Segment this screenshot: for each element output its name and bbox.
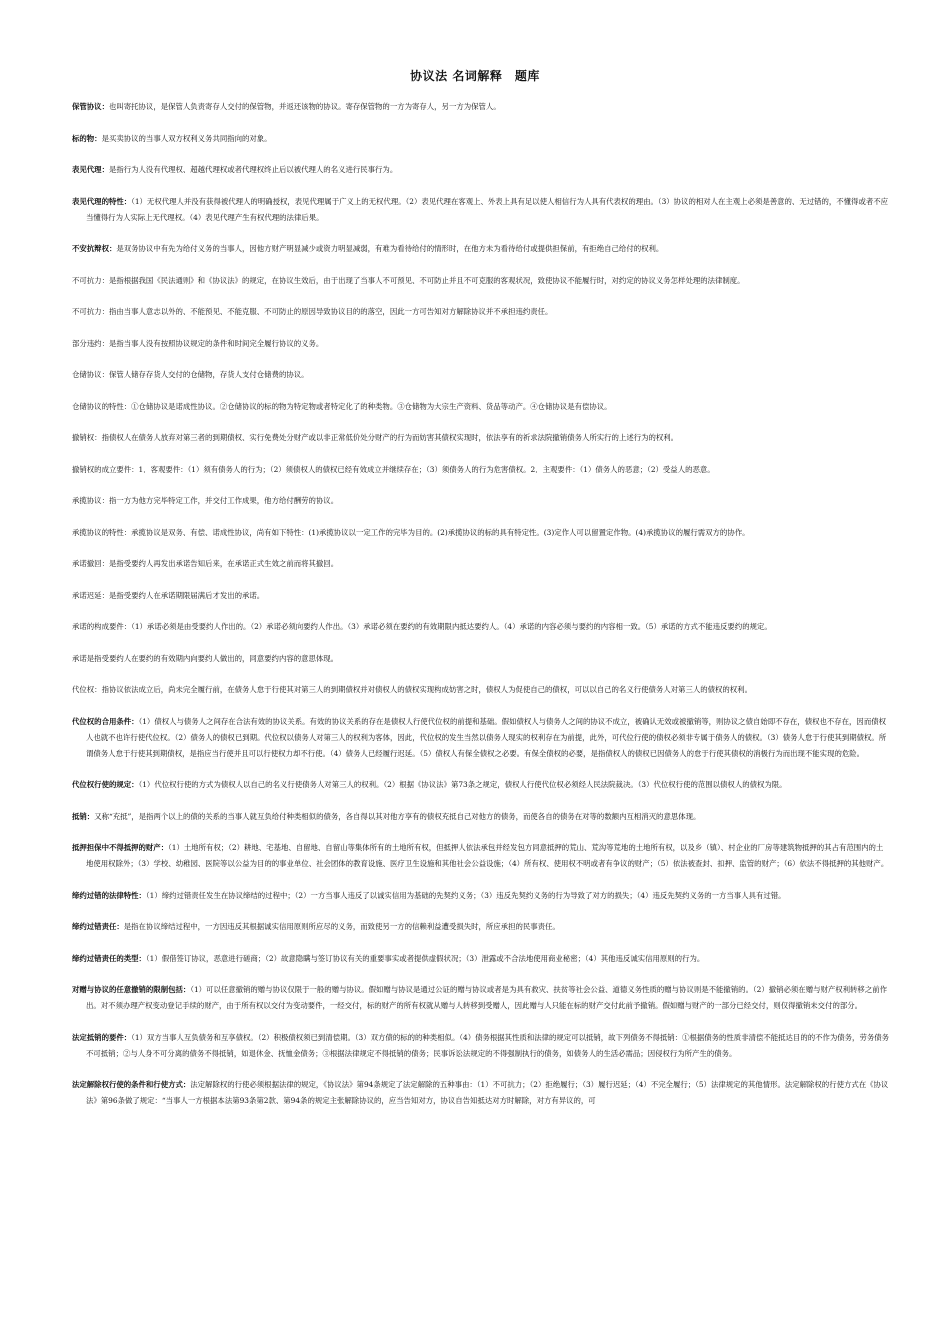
- definition-entry: [72, 493, 890, 509]
- definition-entry: [72, 556, 890, 572]
- definition-entry: [72, 588, 890, 604]
- definition-entry: [72, 1030, 890, 1062]
- definition-entry: [72, 714, 890, 762]
- entry-definition: 是指受要约人再发出承诺告知后来，在承诺正式生效之前而将其撤回。: [108, 559, 339, 568]
- entry-definition: 指债权人在债务人放弃对第三者的到期债权、实行免费处分财产或以非正常低价处分财产的行为而妨害其债权实现时，依法享有的祈求法院撤销债务人所实行的上述行为的权利。: [101, 433, 679, 442]
- entry-list: [72, 99, 890, 1125]
- entry-term: 撤销权：: [72, 433, 102, 442]
- definition-entry: [72, 809, 890, 825]
- entry-term: 表见代理的特性：: [72, 196, 132, 206]
- entry-definition: 保管人储存存货人交付的仓储物，存货人支付仓储费的协议。: [108, 370, 309, 379]
- entry-definition: （1）可以任意撤销的赠与协议仅限于一般的赠与协议。假如赠与协议是通过公证的赠与协议或者是为具有救灾、扶贫等社会公益、道德义务性质的赠与协议则是不能撤销的。（2）撤销必须在赠与财产权利转移之前作出。对不须办理产权变动登记手续的财产，由于所有权以交付为变动要件，一经交付，标的财产的所有权就从赠与人转移到受赠人，因此赠与人只能在标的财产交付此前予撤销。假如赠与财产的一部分已经交付，则仅得撤销未交付的部分。: [86, 985, 887, 1010]
- entry-definition: （1）土地所有权；（2）耕地、宅基地、自留地、自留山等集体所有的土地所有权，但抵押人依法承包并经发包方同意抵押的荒山、荒沟等荒地的土地所有权，以及乡（镇）、村企业的厂房等建筑物抵押的其占有范围内的土地使用权除外；（3）学校、幼稚园、医院等以公益为目的的事业单位、社会团体的教育设施、医疗卫生设施和其他社会公益设施；（4）所有权、使用权不明或者有争议的财产；（5）依法被查封、扣押、监管的财产；（6）依法不得抵押的其他财产。: [86, 843, 889, 868]
- entry-term: 仓储协议：: [72, 370, 109, 379]
- entry-term: 对赠与协议的任意撤销的限制包括：: [72, 985, 191, 994]
- definition-entry: [72, 241, 890, 257]
- entry-definition: 也叫寄托协议，是保管人负责寄存人交付的保管物，并返还该物的协议。寄存保管物的一方为寄存人，另一方为保管人。: [108, 102, 501, 111]
- definition-entry: [72, 367, 890, 383]
- entry-definition: 又称“充抵”，是指两个以上的债的关系的当事人就互负给付种类相似的债务，各自得以其对他方享有的债权充抵自己对他方的债务，而使各自的债务在对等的数额内互相消灭的意思体现。: [94, 811, 701, 821]
- entry-definition: 1．客观要件：（1）须有债务人的行为；（2）须债权人的债权已经有效成立并继续存在；（3）须债务人的行为危害债权。2．主观要件：（1）债务人的恶意；（2）受益人的恶意。: [138, 464, 715, 474]
- definition-entry: [72, 462, 890, 478]
- entry-definition: 法定解除权的行使必须根据法律的规定，《协议法》第94条规定了法定解除的五种事由：（1）不可抗力；（2）拒绝履行；（3）履行迟延；（4）不完全履行；（5）法律规定的其他情形。法定解除权的行使方式在《协议法》第96条做了规定：“当事人一方根据本法第93条第2款、第94条的规定主张解除协议的，应当告知对方，协议自告知抵达对方时解除，对方有异议的，可: [86, 1080, 889, 1105]
- definition-entry: [72, 336, 890, 352]
- definition-entry: [72, 194, 890, 226]
- entry-term: 承诺的构成要件：: [72, 622, 132, 631]
- entry-definition: （1）债权人与债务人之间存在合法有效的协议关系。有效的协议关系的存在是债权人行使代位权的前提和基础。假如债权人与债务人之间的协议不成立，被确认无效或被撤销等，则协议之债自始即不存在，债权也不存在，因而债权人也就不也许行使代位权。（2）债务人的债权已到期。代位权以债务人对第三人的权利为客体，因此，代位权的发生当然以债务人现实的权利存在为前提，此外，可代位行使的债权必须非专属于债务人的债权。（3）债务人怠于行使其到期债权。所谓债务人怠于行使其到期债权，是指应当行使并且可以行使权力却不行使。（4）债务人已经履行迟延。（5）债权人有保全债权之必要。有保全债权的必要，是指债权人的债权已因债务人的怠于行使其债权的消极行为而出现不能实现的危险。: [86, 716, 887, 758]
- entry-term: 承揽协议：: [72, 496, 109, 505]
- definition-entry: [72, 651, 890, 667]
- entry-term: 代位权：: [72, 685, 102, 694]
- definition-entry: [72, 919, 890, 935]
- entry-term: 代位权的合用条件：: [72, 716, 139, 726]
- definition-entry: [72, 99, 890, 115]
- entry-term: 缔约过错责任：: [72, 922, 124, 931]
- entry-term: 仓储协议的特性：: [72, 401, 132, 411]
- entry-term: 代位权行使的规定：: [72, 780, 139, 789]
- entry-definition: 是指根据我国《民法通则》和《协议法》的规定，在协议生效后，由于出现了当事人不可预见、不可防止并且不可克服的客观状况，致使协议不能履行时，对约定的协议义务怎样处理的法律制度。: [108, 275, 745, 285]
- definition-entry: [72, 982, 890, 1014]
- entry-term: 表见代理：: [72, 165, 109, 174]
- definition-entry: [72, 304, 890, 320]
- entry-definition: （1）缔约过错责任发生在协议缔结的过程中；（2）一方当事人违反了以诚实信用为基础的先契约义务；（3）违反先契约义务的行为导致了对方的损失；（4）违反先契约义务的一方当事人具有过错。: [145, 890, 786, 900]
- entry-term: 抵押担保中不得抵押的财产：: [72, 843, 169, 852]
- entry-term: 保管协议：: [72, 102, 109, 111]
- entry-term: 承诺撤回：: [72, 559, 109, 568]
- definition-entry: [72, 430, 890, 446]
- entry-term: 撤销权的成立要件：: [72, 464, 139, 474]
- entry-definition: 是指受要约人在承诺期限届满后才发出的承诺。: [108, 590, 265, 600]
- entry-term: 抵销：: [72, 811, 95, 821]
- definition-entry: [72, 525, 890, 541]
- entry-definition: （1）双方当事人互负债务和互享债权。（2）积极债权须已到清偿期。（3）双方债的标的的种类相似。（4）债务根据其性质和法律的规定可以抵销，故下列债务不得抵销：①根据债务的性质非清偿不能抵达目的的不作为债务，劳务债务不可抵销；②与人身不可分离的债务不得抵销，如退休金、抚恤金债务；③根据法律规定不得抵销的债务；民事诉讼法规定的不得强制执行的债务，如债务人的生活必需品；因侵权行为所产生的债务。: [86, 1032, 890, 1058]
- entry-definition: 承诺是指受要约人在要约的有效期内向要约人做出的，同意要约内容的意思体现。: [72, 653, 339, 663]
- definition-entry: [72, 888, 890, 904]
- entry-term: 缔约过错责任的类型：: [72, 953, 146, 963]
- definition-entry: [72, 162, 890, 178]
- entry-definition: （1）代位权行使的方式为债权人以自己的名义行使债务人对第三人的权利。（2）根据《协议法》第73条之规定，债权人行使代位权必须经人民法院裁决。（3）代位权行使的范围以债权人的债权为限。: [138, 780, 787, 789]
- entry-term: 承诺迟延：: [72, 590, 109, 600]
- entry-definition: 指一方为他方完毕特定工作，并交付工作成果，他方给付酬劳的协议。: [108, 496, 339, 505]
- entry-definition: 是买卖协议的当事人双方权利义务共同指向的对象。: [101, 133, 272, 143]
- entry-definition: （1）无权代理人并没有获得被代理人的明确授权，表见代理属于广义上的无权代理。（2）表见代理在客观上、外表上具有足以使人相信行为人具有代表权的理由。（3）协议的相对人在主观上必须是善意的、无过错的，不懂得或者不应当懂得行为人实际上无代理权。（4）表见代理产生有权代理的法律后果。: [86, 196, 889, 222]
- definition-entry: [72, 1077, 890, 1109]
- definition-entry: [72, 131, 890, 147]
- definition-entry: [72, 619, 890, 635]
- entry-definition: 指协议依法成立后，尚未完全履行前，在债务人怠于行使其对第三人的到期债权并对债权人的债权实现构成妨害之时，债权人为促使自己的债权，可以以自己的名义行使债务人对第三人的债权的权利。: [101, 685, 752, 694]
- entry-term: 不安抗辩权：: [72, 244, 117, 253]
- entry-definition: 是指在协议缔结过程中，一方因违反其根据诚实信用原则所应尽的义务，而致使另一方的信赖利益遭受损失时，所应承担的民事责任。: [123, 922, 560, 931]
- entry-definition: （1）承诺必须是由受要约人作出的。（2）承诺必须向要约人作出。（3）承诺必须在要约的有效期限内抵达要约人。（4）承诺的内容必须与要约的内容相一致。（5）承诺的方式不能违反要约的规定。: [131, 622, 772, 631]
- definition-entry: [72, 840, 890, 872]
- entry-term: 不可抗力：: [72, 307, 109, 316]
- entry-definition: 指由当事人意志以外的、不能预见、不能克服、不可防止的原因导致协议目的的落空，因此一方可告知对方解除协议并不承担违约责任。: [108, 307, 553, 316]
- entry-definition: （1）假借签订协议，恶意进行磋商；（2）故意隐瞒与签订协议有关的重要事实或者提供虚假状况；（3）泄露或不合法地使用商业秘密；（4）其他违反诚实信用原则的行为。: [145, 953, 705, 963]
- entry-definition: ①仓储协议是诺成性协议。②仓储协议的标的物为特定物或者特定化了的种类物。③仓储物为大宗生产资料、货品等动产。④仓储协议是有偿协议。: [131, 401, 612, 411]
- entry-definition: 是指当事人没有按照协议规定的条件和时间完全履行协议的义务。: [108, 338, 324, 348]
- entry-definition: 是指行为人没有代理权、超越代理权或者代理权终止后以被代理人的名义进行民事行为。: [108, 165, 398, 174]
- entry-term: 部分违约：: [72, 338, 109, 348]
- definition-entry: [72, 951, 890, 967]
- document-title: 协议法 名词解释 题库: [410, 69, 540, 83]
- definition-entry: [72, 682, 890, 698]
- entry-term: 法定抵销的要件：: [72, 1032, 132, 1042]
- entry-term: 不可抗力：: [72, 275, 109, 285]
- entry-term: 承揽协议的特性：: [72, 527, 132, 537]
- entry-term: 标的物：: [72, 133, 102, 143]
- entry-term: 法定解除权行使的条件和行使方式：: [72, 1080, 191, 1089]
- entry-definition: 承揽协议是双务、有偿、诺成性协议，尚有如下特性：(1)承揽协议以一定工作的完毕为目的。(2)承揽协议的标的具有特定性。(3)定作人可以留置定作物。(4)承揽协议的履行需双方的协作。: [131, 527, 750, 537]
- entry-definition: 是双务协议中有先为给付义务的当事人，因他方财产明显减少或资力明显减弱，有难为看待给付的情形时，在他方未为看待给付或提供担保前，有拒绝自己给付的权利。: [116, 244, 664, 253]
- definition-entry: [72, 777, 890, 793]
- definition-entry: [72, 399, 890, 415]
- definition-entry: [72, 273, 890, 289]
- entry-term: 缔约过错的法律特性：: [72, 890, 146, 900]
